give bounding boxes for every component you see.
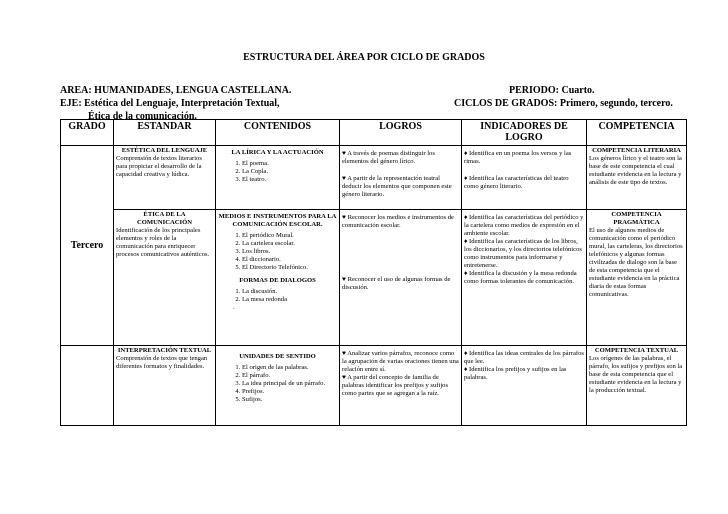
logro-item: ♥ Analizar varios párrafos, reconoce como la agrupación de varias oraciones tienen una relación entre sí. [342,350,459,373]
grado-cell: Tercero [61,146,114,346]
competencia-title: COMPETENCIA LITERARIA [592,147,681,154]
contenidos-list [218,160,337,184]
competencia-title: COMPETENCIA TEXTUAL [594,347,679,354]
column-header-grado: GRADO [61,120,114,146]
competencia-cell [587,210,687,346]
column-header-indicadores: INDICADORES DE LOGRO [462,120,587,146]
list-item: 2. La cartelera escolar. [242,240,337,248]
indicador-item: ♦ Identifica los prefijos y sufijos en las palabras. [464,366,567,381]
logros-cell [340,146,462,210]
contenidos-title: UNIDADES DE SENTIDO [239,353,316,360]
list-item: 5. El Directorio Telefónico. [242,264,337,272]
estandar-title: ÉTICA DE LA COMUNICACIÓN [137,211,192,226]
area-label: AREA: HUMANIDADES, LENGUA CASTELLANA. [60,85,292,96]
list-item: 2. La Copla. [242,168,337,176]
list-item: 1. El poema. [242,160,337,168]
competencia-cell [587,346,687,426]
indicador-item: ♦ Identifica en un poema los versos y las rimas. [464,150,572,165]
column-header-contenidos: CONTENIDOS [216,120,340,146]
list-item: 3. La idea principal de un párrafo. [242,380,337,388]
list-item: 5. Sufijos. [242,396,337,404]
eje-label: EJE: Estética del Lenguaje, Interpretación Textual, [60,98,280,109]
indicador-item: ♦ Identifica las ideas centrales de los párrafos que lee. [464,350,584,365]
table-row [61,210,687,346]
list-item: 4. Prefijos. [242,388,337,396]
contenidos-subtitle: FORMAS DE DIALOGOS [239,277,316,284]
logros-cell [340,210,462,346]
contenidos-title: LA LÍRICA Y LA ACTUACIÓN [231,149,324,156]
contenidos-list [218,364,337,404]
list-item: 3. Los libros. [242,248,337,256]
indicadores-cell [462,146,587,210]
estandar-cell [114,146,216,210]
competencia-text: El uso de algunos medios de comunicación como el periódico mural, las carteleras, los directorios telefónicos y algunas formas civilizadas de dialogo son la base de esta competencia que el estudiante evidencia en la práctica diaria de estas formas comunicativas. [589,227,683,298]
list-item: 2. La mesa redonda [242,296,337,304]
estandar-title: INTERPRETACIÓN TEXTUAL [117,347,212,354]
logros-cell [340,346,462,426]
contenidos-list [218,232,337,272]
contenidos-cell [216,146,340,210]
logro-item: ♥ A través de poemas distinguir los elementos del género lírico. [342,150,435,165]
ciclos-label: CICLOS DE GRADOS: Primero, segundo, tercero. [454,98,673,109]
list-item: 1. La discusión. [242,288,337,296]
list-item: 1. El origen de las palabras. [242,364,337,372]
indicador-item: ♦ Identifica las características de los libros, los diccionarios, y los directorios telefónicos como instrumentos para informarse y entretenerse. [464,238,582,269]
competencia-text: Los géneros lírico y el teatro son la base de este competencia el cual estudiante evidencia en la lectura y análisis de este tipo de textos. [589,155,682,186]
estandar-cell [114,210,216,346]
table-row [61,346,687,426]
column-header-logros: LOGROS [340,120,462,146]
indicador-item: ♦ Identifica la discusión y la mesa redonda como formas tolerantes de comunicación. [464,270,577,285]
indicador-item: ♦ Identifica las características del periódico y la cartelera como medios de expresión en el ambiente escolar. [464,214,584,237]
estandar-cell [114,346,216,426]
structure-table [60,119,687,426]
column-header-estandar: ESTANDAR [114,120,216,146]
periodo-label: PERIODO: Cuarto. [509,85,595,96]
contenidos-end-mark: . [233,304,235,311]
estandar-title: ESTÉTICA DEL LENGUAJE [121,147,208,154]
estandar-text: Comprensión de textos literarios para propiciar el desarrollo de la capacidad creativa y lúdica. [116,155,202,178]
contenidos-title: MEDIOS E INSTRUMENTOS PARA LA COMUNICACIÓN ESCOLAR. [218,213,337,228]
logro-item: ♥ A partir del concepto de familia de palabras identificar los prefijos y sufijos como partes que se agregan a la raíz. [342,374,449,397]
grado-cell-empty [61,346,114,426]
estandar-text: Identificación de los principales elementos y roles de la comunicación para enriquecer procesos comunicativos auténticos. [116,227,210,258]
table-row [61,146,687,210]
contenidos-cell [216,210,340,346]
competencia-cell [587,146,687,210]
contenidos-list [218,288,337,304]
logro-item: ♥ A partir de la representación teatral deducir los elementos que componen este género literario. [342,175,452,198]
indicadores-cell [462,346,587,426]
list-item: 3. El teatro. [242,176,337,184]
competencia-text: Los orígenes de las palabras, el párrafo, los sufijos y prefijos son la base de esta competencia que el estudiante evidencia en la lectura y la producción textual. [589,355,683,394]
contenidos-cell [216,346,340,426]
document-title: ESTRUCTURA DEL ÁREA POR CICLO DE GRADOS [243,52,485,63]
list-item: 2. El párrafo. [242,372,337,380]
table-header-row [61,120,687,146]
eje-label-continued: Ética de la comunicación. [88,111,197,122]
logro-item: ♥ Reconocer los medios e instrumentos de comunicación escolar. [342,214,454,229]
column-header-competencia: COMPETENCIA [587,120,687,146]
logro-item: ♥ Reconocer el uso de algunas formas de discusión. [342,276,451,291]
estandar-text: Comprensión de textos que tengan diferentes formatos y finalidades. [116,355,208,370]
indicadores-cell [462,210,587,346]
indicador-item: ♦ Identifica las características del teatro como género literario. [464,175,569,190]
list-item: 4. El diccionario. [242,256,337,264]
competencia-title: COMPETENCIA PRAGMÁTICA [611,211,662,226]
list-item: 1. El periódico Mural. [242,232,337,240]
